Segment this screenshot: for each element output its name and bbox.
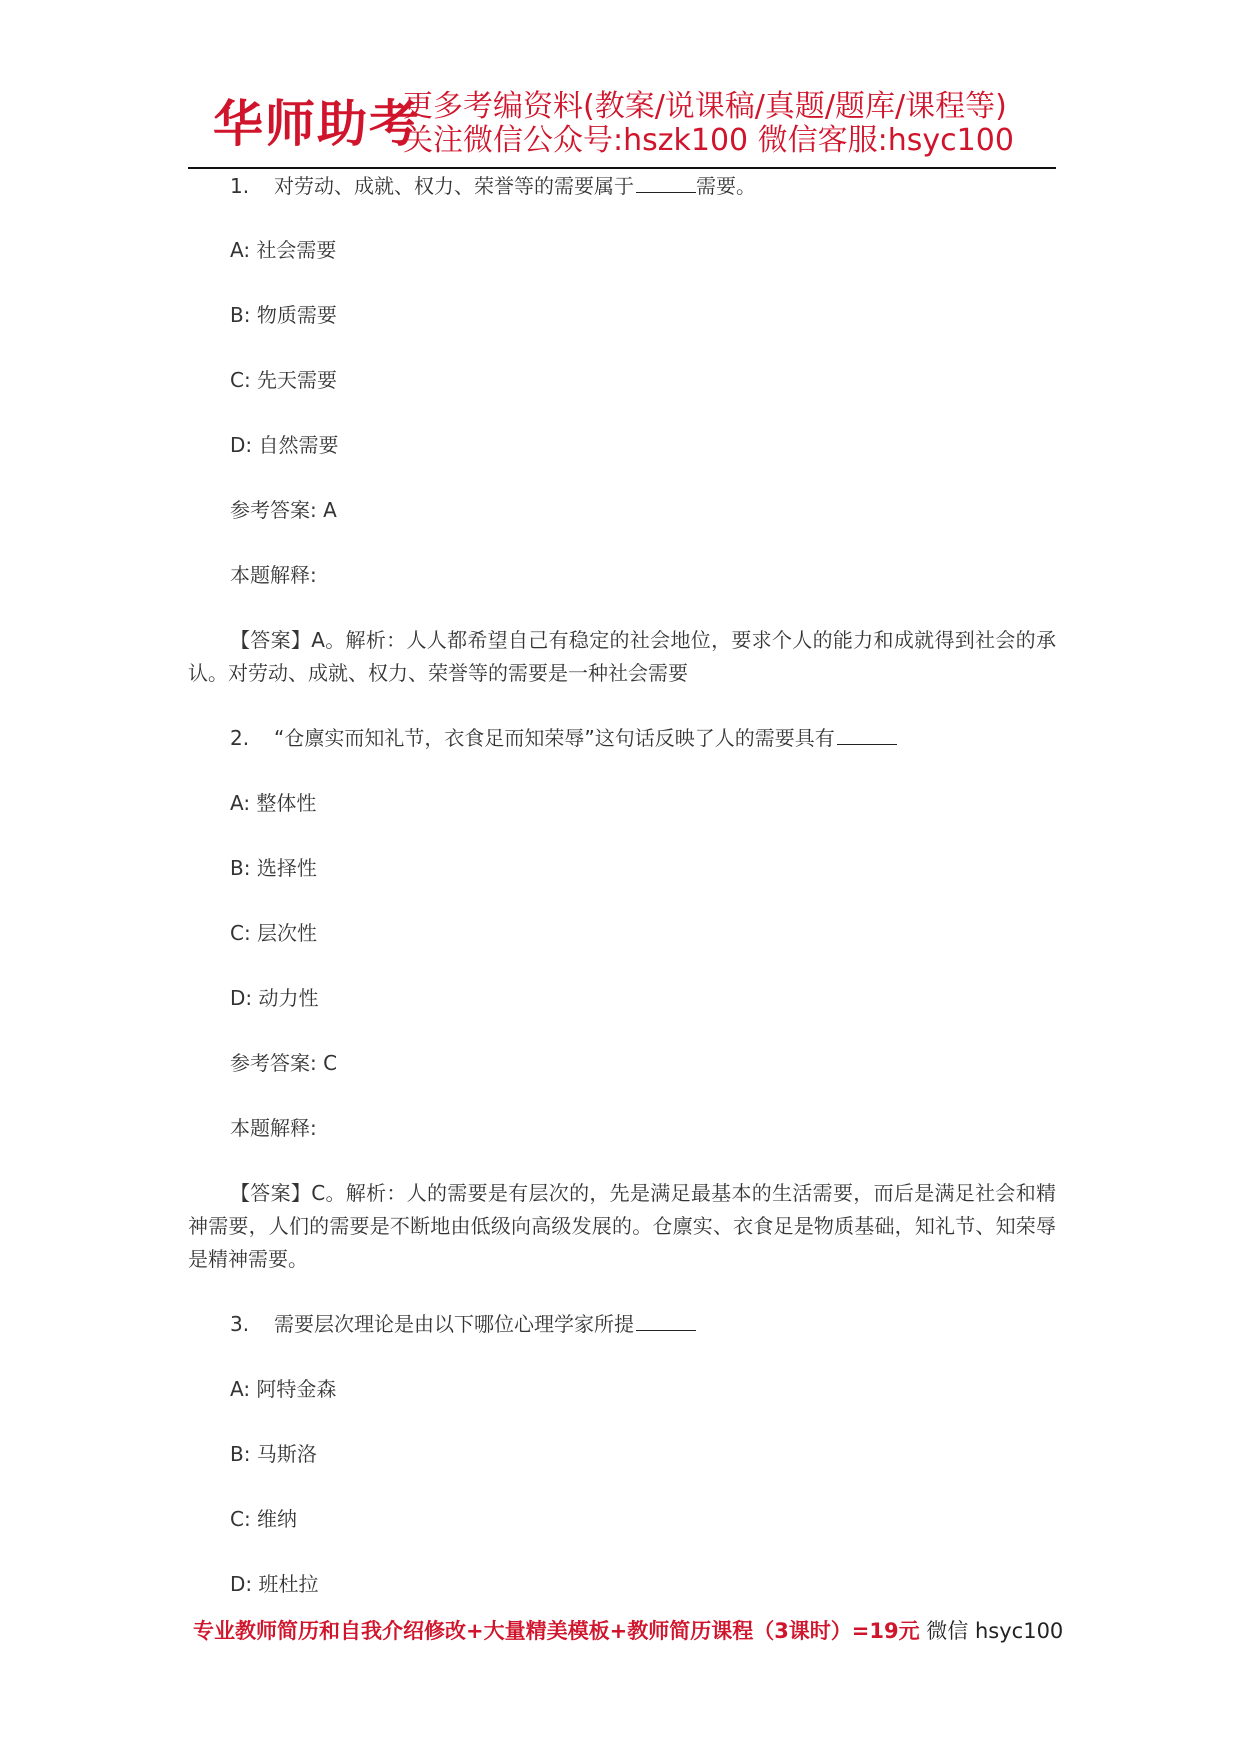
option-a: A: 社会需要 (230, 238, 337, 262)
footer-promo (193, 1616, 1063, 1646)
option-b: B: 马斯洛 (230, 1442, 317, 1466)
question-stem-1 (230, 170, 756, 202)
question-number: 2. (230, 726, 250, 750)
brand-logo: 华师助考 (213, 95, 421, 153)
footer-promo-text: 专业教师简历和自我介绍修改+大量精美模板+教师简历课程（3课时）=19元 (193, 1619, 920, 1643)
answer-blank (837, 722, 897, 745)
footer-contact: 微信 hsyc100 (926, 1619, 1064, 1643)
option-d: D: 动力性 (230, 986, 319, 1010)
answer-blank (636, 1308, 696, 1331)
reference-answer: 参考答案: C (230, 1051, 338, 1075)
question-number: 3. (230, 1312, 250, 1336)
question-text-suffix: 需要。 (696, 174, 756, 198)
explanation-label: 本题解释: (230, 1116, 317, 1140)
explanation-text: 【答案】C。解析：人的需要是有层次的，先是满足最基本的生活需要，而后是满足社会和精神需要，人们的需要是不断地由低级向高级发展的。仓廪实、衣食足是物质基础，知礼节、知荣辱是精神需要。 (188, 1181, 1056, 1271)
question-stem-3 (230, 1308, 696, 1340)
header-promo-line-2: 关注微信公众号:hszk100 微信客服:hsyc100 (403, 123, 1014, 158)
question-number: 1. (230, 174, 250, 198)
header-banner (213, 88, 1033, 160)
reference-answer: 参考答案: A (230, 498, 337, 522)
option-c: C: 层次性 (230, 921, 318, 945)
option-b: B: 选择性 (230, 856, 317, 880)
question-text: 需要层次理论是由以下哪位心理学家所提 (274, 1312, 634, 1336)
option-a: A: 阿特金森 (230, 1377, 337, 1401)
option-b: B: 物质需要 (230, 303, 337, 327)
option-c: C: 先天需要 (230, 368, 338, 392)
option-c: C: 维纳 (230, 1507, 298, 1531)
explanation-text: 【答案】A。解析：人人都希望自己有稳定的社会地位，要求个人的能力和成就得到社会的承认。对劳动、成就、权力、荣誉等的需要是一种社会需要 (188, 628, 1056, 685)
answer-blank (636, 170, 696, 193)
explanation-label: 本题解释: (230, 563, 317, 587)
header-promo-line-1: 更多考编资料(教案/说课稿/真题/题库/课程等) (403, 89, 1007, 124)
option-a: A: 整体性 (230, 791, 317, 815)
header-divider (188, 167, 1056, 169)
question-text: 对劳动、成就、权力、荣誉等的需要属于 (274, 174, 634, 198)
option-d: D: 自然需要 (230, 433, 339, 457)
question-stem-2 (230, 722, 897, 754)
header-promo (403, 90, 1043, 158)
option-d: D: 班杜拉 (230, 1572, 319, 1596)
question-text: “仓廪实而知礼节，衣食足而知荣辱”这句话反映了人的需要具有 (274, 726, 835, 750)
